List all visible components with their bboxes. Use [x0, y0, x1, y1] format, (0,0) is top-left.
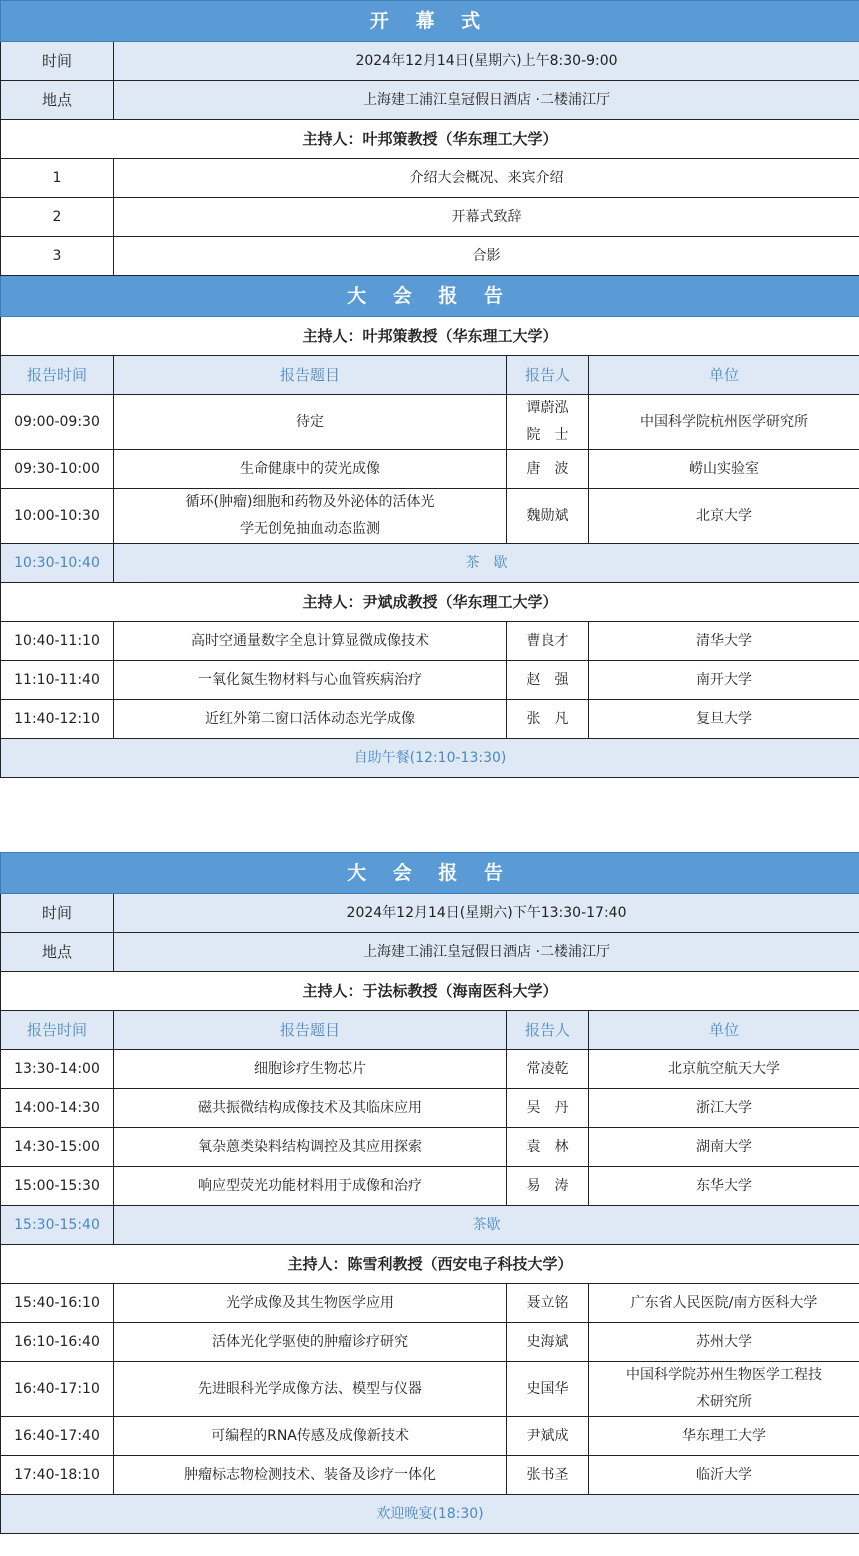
col-org: 单位: [589, 356, 859, 395]
agenda-text: 合影: [114, 237, 859, 276]
host-row: [1, 1245, 859, 1284]
talk-speaker: 聂立铭: [507, 1284, 589, 1323]
host-text: 主持人：叶邦策教授（华东理工大学）: [1, 317, 859, 356]
talk-speaker: 史海斌: [507, 1323, 589, 1362]
section-header-report: [1, 276, 859, 317]
talk-speaker: 吴 丹: [507, 1089, 589, 1128]
section-header-opening: [1, 1, 859, 42]
talk-time: 10:00-10:30: [1, 489, 114, 544]
talk-org: 苏州大学: [589, 1323, 859, 1362]
time-label: 时间: [1, 894, 114, 933]
break-time: 10:30-10:40: [1, 544, 114, 583]
col-speaker: 报告人: [507, 356, 589, 395]
talk-speaker: 袁 林: [507, 1128, 589, 1167]
talk-time: 16:10-16:40: [1, 1323, 114, 1362]
talk-topic: 细胞诊疗生物芯片: [114, 1050, 507, 1089]
talk-time: 14:00-14:30: [1, 1089, 114, 1128]
agenda-number: 1: [1, 159, 114, 198]
talk-speaker: 张 凡: [507, 700, 589, 739]
talk-org: 北京大学: [589, 489, 859, 544]
talk-time: 15:40-16:10: [1, 1284, 114, 1323]
talk-topic: 光学成像及其生物医学应用: [114, 1284, 507, 1323]
dinner-label: 欢迎晚宴(18:30): [1, 1495, 859, 1534]
talk-row: [1, 1323, 859, 1362]
talk-time: 14:30-15:00: [1, 1128, 114, 1167]
talk-speaker: 史国华: [507, 1362, 589, 1417]
host-text: 主持人：叶邦策教授（华东理工大学）: [1, 120, 859, 159]
talk-row: [1, 1284, 859, 1323]
talk-time: 16:40-17:10: [1, 1362, 114, 1417]
talk-topic: 活体光化学驱使的肿瘤诊疗研究: [114, 1323, 507, 1362]
col-topic: 报告题目: [114, 1011, 507, 1050]
agenda-row: [1, 198, 859, 237]
talk-org: 复旦大学: [589, 700, 859, 739]
col-time: 报告时间: [1, 356, 114, 395]
venue-value: 上海建工浦江皇冠假日酒店 ·二楼浦江厅: [114, 933, 859, 972]
talk-time: 09:30-10:00: [1, 450, 114, 489]
talk-org: 中国科学院杭州医学研究所: [589, 395, 859, 450]
talk-topic: 高时空通量数字全息计算显微成像技术: [114, 622, 507, 661]
talk-speaker: 谭蔚泓 院 士: [507, 395, 589, 450]
talk-org: 临沂大学: [589, 1456, 859, 1495]
host-row: [1, 317, 859, 356]
agenda-row: [1, 159, 859, 198]
host-row: [1, 120, 859, 159]
talk-topic: 近红外第二窗口活体动态光学成像: [114, 700, 507, 739]
section-header-report: [1, 853, 859, 894]
talk-topic: 响应型荧光功能材料用于成像和治疗: [114, 1167, 507, 1206]
talk-org: 崂山实验室: [589, 450, 859, 489]
talk-row: [1, 1417, 859, 1456]
schedule-block-afternoon: [0, 852, 859, 1534]
talk-org: 南开大学: [589, 661, 859, 700]
talk-org: 浙江大学: [589, 1089, 859, 1128]
talk-row: [1, 661, 859, 700]
agenda-text: 介绍大会概况、来宾介绍: [114, 159, 859, 198]
talk-time: 10:40-11:10: [1, 622, 114, 661]
talk-time: 15:00-15:30: [1, 1167, 114, 1206]
agenda-number: 2: [1, 198, 114, 237]
talk-speaker: 赵 强: [507, 661, 589, 700]
talk-row: [1, 622, 859, 661]
talk-topic: 磁共振微结构成像技术及其临床应用: [114, 1089, 507, 1128]
lunch-label: 自助午餐(12:10-13:30): [1, 739, 859, 778]
host-text: 主持人：尹斌成教授（华东理工大学）: [1, 583, 859, 622]
venue-row: [1, 81, 859, 120]
break-label: 茶 歇: [114, 544, 859, 583]
talk-topic: 循环(肿瘤)细胞和药物及外泌体的活体光 学无创免抽血动态监测: [114, 489, 507, 544]
time-value: 2024年12月14日(星期六)下午13:30-17:40: [114, 894, 859, 933]
break-label: 茶歇: [114, 1206, 859, 1245]
venue-label: 地点: [1, 933, 114, 972]
talk-time: 11:40-12:10: [1, 700, 114, 739]
host-text: 主持人：于法标教授（海南医科大学）: [1, 972, 859, 1011]
dinner-row: [1, 1495, 859, 1534]
host-row: [1, 972, 859, 1011]
section-title: 大 会 报 告: [1, 853, 859, 894]
talk-row: [1, 1456, 859, 1495]
talk-speaker: 易 涛: [507, 1167, 589, 1206]
talk-speaker: 张书圣: [507, 1456, 589, 1495]
talk-row: [1, 1362, 859, 1417]
talk-time: 17:40-18:10: [1, 1456, 114, 1495]
time-row: [1, 42, 859, 81]
talk-topic: 待定: [114, 395, 507, 450]
column-header-row: [1, 1011, 859, 1050]
venue-label: 地点: [1, 81, 114, 120]
host-text: 主持人：陈雪利教授（西安电子科技大学）: [1, 1245, 859, 1284]
talk-row: [1, 450, 859, 489]
col-time: 报告时间: [1, 1011, 114, 1050]
talk-org: 清华大学: [589, 622, 859, 661]
talk-row: [1, 489, 859, 544]
talk-time: 16:40-17:40: [1, 1417, 114, 1456]
break-time: 15:30-15:40: [1, 1206, 114, 1245]
talk-org: 东华大学: [589, 1167, 859, 1206]
talk-speaker: 曹良才: [507, 622, 589, 661]
host-row: [1, 583, 859, 622]
time-label: 时间: [1, 42, 114, 81]
talk-topic: 生命健康中的荧光成像: [114, 450, 507, 489]
talk-row: [1, 700, 859, 739]
talk-org: 北京航空航天大学: [589, 1050, 859, 1089]
talk-speaker: 魏勋斌: [507, 489, 589, 544]
talk-speaker: 尹斌成: [507, 1417, 589, 1456]
agenda-text: 开幕式致辞: [114, 198, 859, 237]
talk-time: 11:10-11:40: [1, 661, 114, 700]
talk-row: [1, 1167, 859, 1206]
col-speaker: 报告人: [507, 1011, 589, 1050]
talk-topic: 先进眼科光学成像方法、模型与仪器: [114, 1362, 507, 1417]
break-row: [1, 544, 859, 583]
talk-org: 湖南大学: [589, 1128, 859, 1167]
column-header-row: [1, 356, 859, 395]
talk-org: 中国科学院苏州生物医学工程技 术研究所: [589, 1362, 859, 1417]
talk-row: [1, 1050, 859, 1089]
talk-speaker: 唐 波: [507, 450, 589, 489]
section-title: 开 幕 式: [1, 1, 859, 42]
talk-time: 13:30-14:00: [1, 1050, 114, 1089]
venue-row: [1, 933, 859, 972]
talk-topic: 一氧化氮生物材料与心血管疾病治疗: [114, 661, 507, 700]
agenda-number: 3: [1, 237, 114, 276]
talk-row: [1, 1089, 859, 1128]
time-value: 2024年12月14日(星期六)上午8:30-9:00: [114, 42, 859, 81]
talk-org: 广东省人民医院/南方医科大学: [589, 1284, 859, 1323]
talk-topic: 可编程的RNA传感及成像新技术: [114, 1417, 507, 1456]
time-row: [1, 894, 859, 933]
talk-row: [1, 395, 859, 450]
talk-topic: 肿瘤标志物检测技术、装备及诊疗一体化: [114, 1456, 507, 1495]
lunch-row: [1, 739, 859, 778]
talk-time: 09:00-09:30: [1, 395, 114, 450]
talk-row: [1, 1128, 859, 1167]
talk-topic: 氧杂蒽类染料结构调控及其应用探索: [114, 1128, 507, 1167]
break-row: [1, 1206, 859, 1245]
col-org: 单位: [589, 1011, 859, 1050]
agenda-row: [1, 237, 859, 276]
section-title: 大 会 报 告: [1, 276, 859, 317]
col-topic: 报告题目: [114, 356, 507, 395]
talk-org: 华东理工大学: [589, 1417, 859, 1456]
talk-speaker: 常凌乾: [507, 1050, 589, 1089]
venue-value: 上海建工浦江皇冠假日酒店 ·二楼浦江厅: [114, 81, 859, 120]
